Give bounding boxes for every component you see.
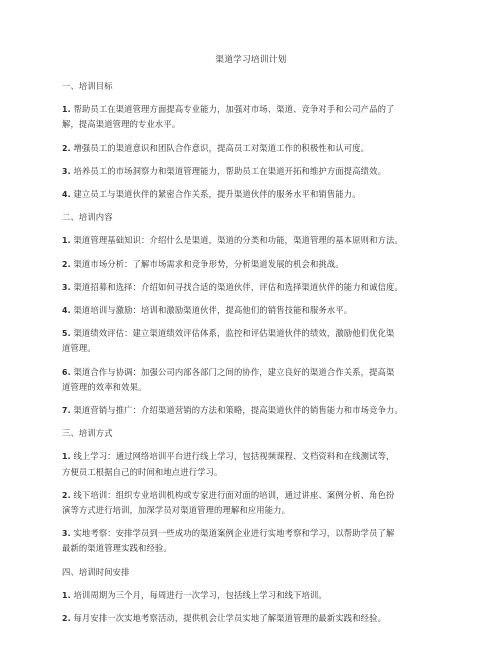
item-number: 2.: [62, 143, 71, 153]
list-item: [62, 588, 448, 603]
item-text: 渠道培训与激励：培训和激励渠道伙伴，提高他们的销售技能和服务水平。: [70, 305, 353, 315]
list-item: [62, 187, 448, 202]
item-number: 6.: [62, 367, 71, 377]
section-heading: 四、培训时间安排: [62, 566, 130, 577]
item-text: 渠道绩效评估：建立渠道绩效评估体系，监控和评估渠道伙伴的绩效，激励他们优化渠 道管理。: [62, 328, 395, 354]
item-number: 1.: [62, 590, 71, 600]
item-number: 4.: [62, 190, 71, 199]
list-item: [62, 257, 448, 272]
list-item: [62, 102, 448, 132]
list-item: [62, 526, 448, 556]
item-number: 7.: [62, 406, 71, 416]
item-number: 2.: [62, 614, 71, 624]
list-item: [62, 326, 448, 356]
item-number: 1.: [62, 452, 71, 462]
item-text: 培养员工的市场洞察力和渠道管理能力，帮助员工在渠道开拓和维护方面提高绩效。: [70, 165, 387, 176]
item-number: 3.: [62, 282, 71, 292]
item-text: 建立员工与渠道伙伴的紧密合作关系，提升渠道伙伴的服务水平和销售能力。: [70, 189, 361, 199]
section-heading: 三、培训方式: [62, 428, 113, 439]
section-heading: 一、培训目标: [62, 81, 113, 91]
list-item: [62, 280, 448, 295]
list-item: [62, 365, 448, 395]
item-number: 2.: [62, 490, 71, 500]
item-text: 培训周期为三个月，每周进行一次学习，包括线上学习和线下培训。: [70, 589, 327, 600]
item-text: 渠道招募和选择：介绍如何寻找合适的渠道伙伴，评估和选择渠道伙伴的能力和诚信度。: [70, 281, 403, 292]
list-item: [62, 449, 448, 479]
item-number: 1.: [62, 105, 71, 115]
item-text: 渠道管理基础知识：介绍什么是渠道，渠道的分类和功能，渠道管理的基本原则和方法。: [70, 235, 403, 246]
item-number: 4.: [62, 306, 71, 315]
list-item: [62, 233, 448, 248]
item-text: 渠道营销与推广：介绍渠道营销的方法和策略，提高渠道伙伴的销售能力和市场竞争力。: [70, 405, 403, 416]
list-item: [62, 303, 448, 318]
list-item: [62, 611, 448, 626]
list-item: [62, 488, 448, 518]
item-number: 2.: [62, 259, 71, 269]
item-text: 帮助员工在渠道管理方面提高专业能力，加强对市场、渠道、竞争对手和公司产品的了 解，提高渠道管理的专业水平。: [62, 104, 395, 130]
item-text: 增强员工的渠道意识和团队合作意识，提高员工对渠道工作的积极性和认可度。: [70, 142, 370, 153]
item-number: 3.: [62, 166, 71, 176]
list-item: [62, 403, 448, 418]
item-text: 每月安排一次实地考察活动，提供机会让学员实地了解渠道管理的最新实践和经验。: [70, 613, 387, 624]
list-item: [62, 164, 448, 179]
item-text: 实地考察：安排学员到一些成功的渠道案例企业进行实地考察和学习，以帮助学员了解 最新的渠道管理实践和经验。: [62, 528, 395, 554]
document-body: [62, 79, 448, 634]
section-training-methods: [62, 426, 448, 556]
section-training-goals: [62, 79, 448, 202]
item-text: 渠道市场分析：了解市场需求和竞争形势，分析渠道发展的机会和挑战。: [70, 258, 344, 269]
document-title: 渠道学习培训计划: [215, 55, 287, 65]
section-heading: 二、培训内容: [62, 212, 113, 223]
item-number: 1.: [62, 236, 71, 246]
item-text: 线下培训：组织专业培训机构或专家进行面对面的培训，通过讲座、案例分析、角色扮 演等方式进行培训，加深学员对渠道管理的理解和应用能力。: [62, 489, 395, 516]
section-training-content: [62, 210, 448, 418]
item-text: 线上学习：通过网络培训平台进行线上学习，包括视频课程、文档资料和在线测试等， 方便员工根据自己的时间和地点进行学习。: [62, 451, 395, 477]
item-text: 渠道合作与协调：加强公司内部各部门之间的协作，建立良好的渠道合作关系，提高渠 道管理的效率和效果。: [62, 366, 395, 392]
item-number: 5.: [62, 329, 71, 339]
item-number: 3.: [62, 529, 71, 539]
section-training-schedule: [62, 565, 448, 627]
list-item: [62, 141, 448, 156]
